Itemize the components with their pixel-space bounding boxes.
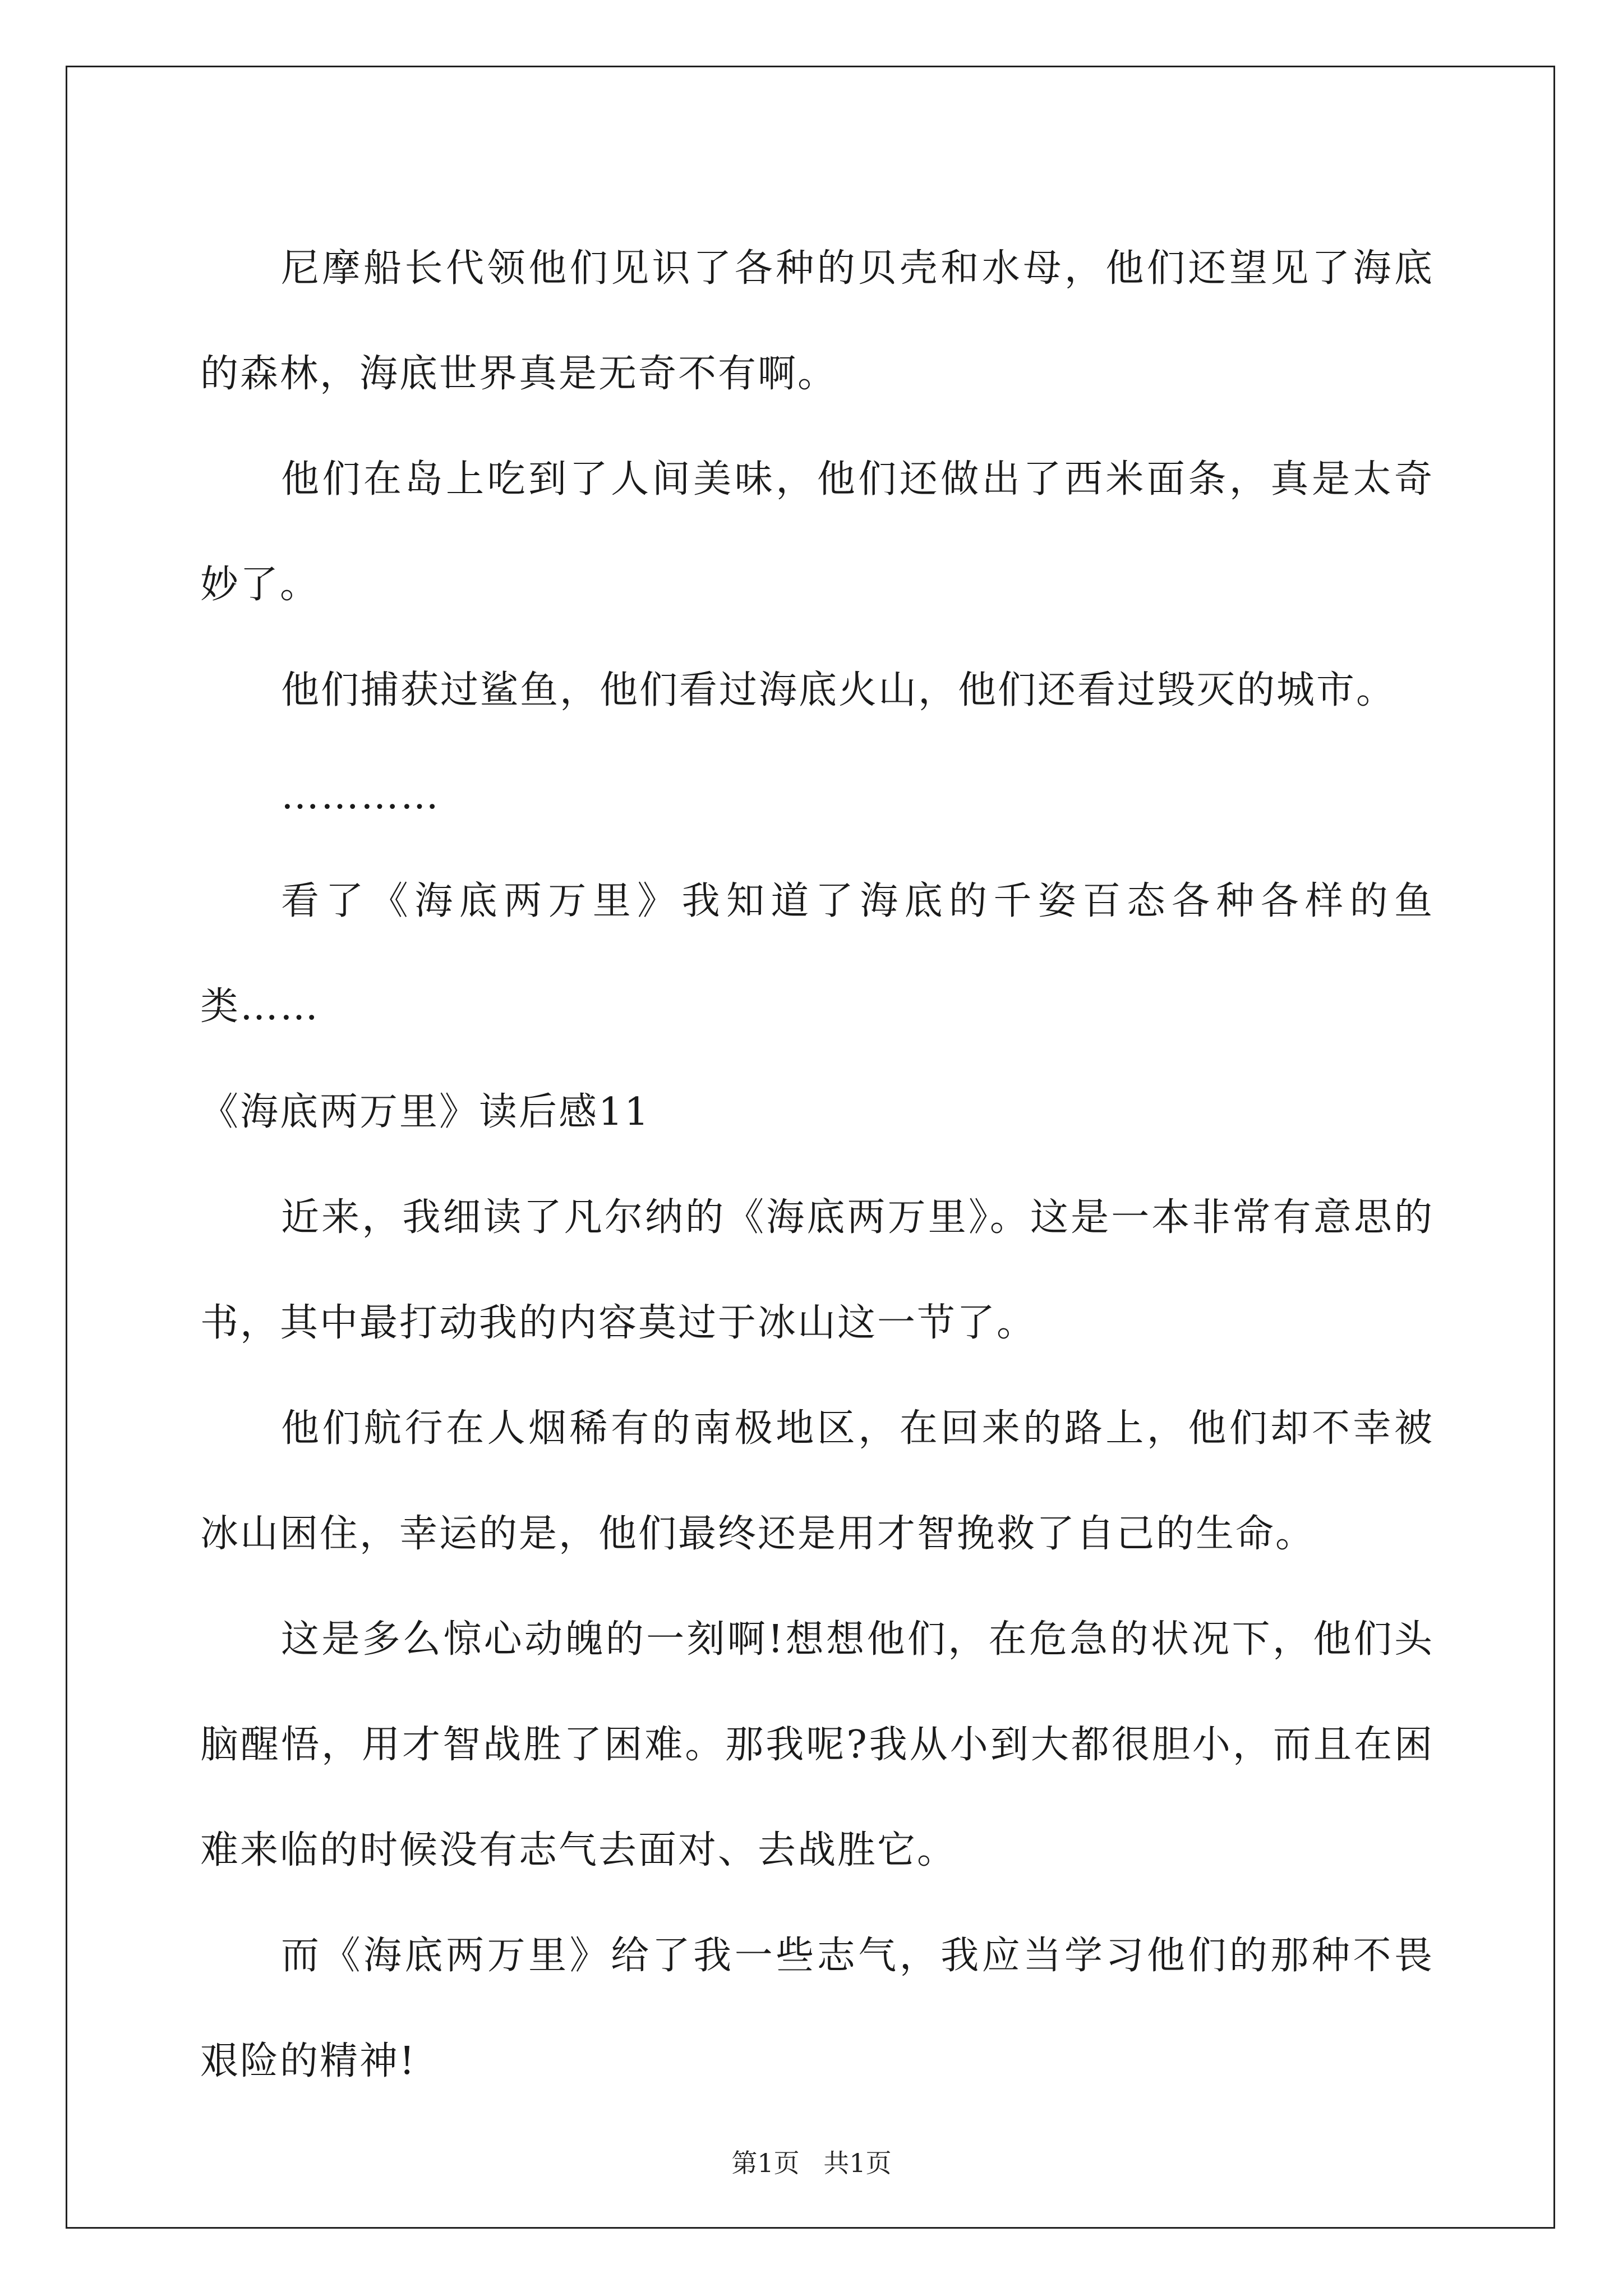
- paragraph-5: 近来，我细读了凡尔纳的《海底两万里》。这是一本非常有意思的书，其中最打动我的内容莫过于冰山这一节了。: [200, 1195, 1434, 1345]
- paragraph-3: 他们捕获过鲨鱼，他们看过海底火山，他们还看过毁灭的城市。: [281, 668, 1396, 712]
- section-title: 《海底两万里》读后感11: [200, 1090, 651, 1134]
- paragraph-6: 他们航行在人烟稀有的南极地区，在回来的路上，他们却不幸被冰山困住，幸运的是，他们最终还是用才智挽救了自己的生命。: [200, 1406, 1434, 1556]
- paragraph-ellipsis: …………: [281, 774, 440, 818]
- paragraph-4: 看了《海底两万里》我知道了海底的千姿百态各种各样的鱼类……: [200, 879, 1434, 1029]
- page-number-current: 第1页: [731, 2148, 800, 2178]
- document-body: [200, 216, 1434, 2114]
- page-number-total: 共1页: [823, 2148, 892, 2178]
- page-footer: [0, 2146, 1623, 2180]
- paragraph-1: 尼摩船长代领他们见识了各种的贝壳和水母，他们还望见了海底的森林，海底世界真是无奇不有啊。: [200, 246, 1434, 396]
- paragraph-2: 他们在岛上吃到了人间美味，他们还做出了西米面条，真是太奇妙了。: [200, 457, 1434, 607]
- paragraph-7: 这是多么惊心动魄的一刻啊!想想他们，在危急的状况下，他们头脑醒悟，用才智战胜了困难。那我呢?我从小到大都很胆小，而且在困难来临的时候没有志气去面对、去战胜它。: [200, 1617, 1434, 1872]
- paragraph-8: 而《海底两万里》给了我一些志气，我应当学习他们的那种不畏艰险的精神!: [200, 1934, 1434, 2083]
